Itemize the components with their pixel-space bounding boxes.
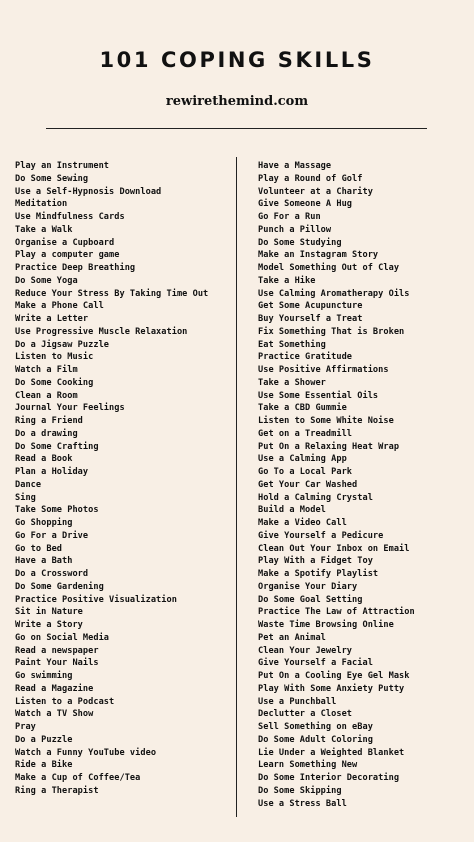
column-divider [236, 157, 237, 817]
skill-item: Practice The Law of Attraction [258, 607, 415, 618]
skill-item: Practice Positive Visualization [15, 594, 177, 605]
skill-item: Do Some Adult Coloring [258, 734, 373, 745]
skill-item: Take Some Photos [15, 505, 99, 516]
skill-item: Take a Walk [15, 224, 73, 235]
skill-item: Do Some Skipping [258, 785, 342, 796]
skill-item: Do Some Crafting [15, 441, 99, 452]
skill-item: Go to Bed [15, 543, 63, 554]
skill-item: Do Some Cooking [15, 377, 94, 388]
skill-item: Listen to Some White Noise [258, 416, 394, 426]
skill-item: Eat Something [258, 339, 326, 350]
skill-item: Use a Self-Hypnosis Download [15, 186, 162, 197]
skill-item: Listen to a Podcast [15, 696, 115, 707]
skill-item: Play With Some Anxiety Putty [258, 683, 405, 694]
skill-item: Read a newspaper [15, 645, 99, 656]
skill-item: Make a Phone Call [15, 301, 104, 312]
skill-item: Fix Something That is Broken [258, 326, 405, 337]
skill-item: Give Yourself a Pedicure [258, 530, 384, 541]
skill-item: Play a computer game [15, 250, 120, 261]
skill-item: Practice Deep Breathing [15, 263, 136, 273]
skill-item: Play With a Fidget Toy [258, 556, 373, 567]
skill-item: Do Some Gardening [15, 581, 104, 592]
skill-item: Do a drawing [15, 428, 78, 439]
skill-item: Clean a Room [15, 390, 78, 401]
skill-item: Play a Round of Golf [258, 173, 363, 184]
skill-item: Give Someone A Hug [258, 199, 353, 210]
skill-item: Make an Instagram Story [258, 250, 379, 261]
skill-item: Go on Social Media [15, 632, 110, 643]
skill-item: Do a Jigsaw Puzzle [15, 339, 110, 350]
skill-item: Go swimming [15, 671, 73, 681]
skill-item: Ride a Bike [15, 760, 73, 771]
skill-item: Do Some Goal Setting [258, 594, 363, 605]
skill-item: Do Some Interior Decorating [258, 773, 400, 783]
skill-item: Use a Calming App [258, 454, 347, 465]
skill-item: Use a Punchball [258, 696, 337, 707]
skill-item: Give Yourself a Facial [258, 658, 373, 669]
skill-item: Clean Your Jewelry [258, 645, 353, 656]
skill-item: Do a Crossword [15, 569, 89, 579]
skill-item: Get Your Car Washed [258, 479, 358, 490]
skill-item: Practice Gratitude [258, 352, 353, 363]
skill-item: Use Positive Affirmations [258, 365, 389, 375]
skill-item: Play an Instrument [15, 161, 110, 171]
skill-item: Go For a Drive [15, 530, 89, 541]
skill-item: Sit in Nature [15, 607, 83, 618]
skill-item: Do a Puzzle [15, 734, 73, 745]
skill-item: Punch a Pillow [258, 224, 332, 235]
skill-item: Use Some Essential Oils [258, 390, 379, 401]
skill-item: Use Mindfulness Cards [15, 212, 125, 222]
skill-item: Put On a Relaxing Heat Wrap [258, 441, 400, 452]
skill-item: Meditation [15, 199, 68, 210]
skill-item: Write a Letter [15, 314, 89, 324]
skill-item: Read a Book [15, 454, 73, 465]
skill-item: Go For a Run [258, 212, 321, 222]
skill-item: Use Progressive Muscle Relaxation [15, 326, 188, 337]
skill-item: Take a CBD Gummie [258, 403, 347, 414]
skill-item: Build a Model [258, 505, 326, 516]
skill-item: Reduce Your Stress By Taking Time Out [15, 288, 209, 299]
header-divider [46, 128, 427, 129]
skill-item: Declutter a Closet [258, 709, 353, 720]
skill-item: Dance [15, 479, 42, 490]
page-title: 101 COPING SKILLS [99, 48, 375, 72]
skill-item: Hold a Calming Crystal [258, 492, 373, 503]
skill-item: Make a Spotify Playlist [258, 569, 379, 579]
skill-item: Take a Hike [258, 275, 316, 286]
skill-item: Write a Story [15, 620, 83, 630]
skill-item: Do Some Studying [258, 237, 342, 248]
skill-item: Organise Your Diary [258, 581, 358, 592]
skill-item: Learn Something New [258, 760, 358, 771]
skill-item: Ring a Therapist [15, 785, 99, 796]
skill-item: Go To a Local Park [258, 467, 353, 477]
skill-item: Clean Out Your Inbox on Email [258, 543, 410, 554]
skill-item: Take a Shower [258, 377, 326, 388]
skill-item: Listen to Music [15, 352, 94, 363]
skill-item: Make a Video Call [258, 518, 347, 528]
skill-item: Journal Your Feelings [15, 403, 125, 414]
skill-item: Get Some Acupuncture [258, 301, 363, 312]
skill-item: Organise a Cupboard [15, 237, 115, 248]
skill-item: Put On a Cooling Eye Gel Mask [258, 671, 410, 681]
skill-item: Sing [15, 492, 36, 503]
skill-item: Have a Bath [15, 556, 73, 567]
skill-item: Buy Yourself a Treat [258, 314, 363, 324]
skill-item: Ring a Friend [15, 416, 83, 426]
skill-item: Sell Something on eBay [258, 722, 373, 732]
skill-item: Volunteer at a Charity [258, 186, 373, 197]
skill-item: Do Some Yoga [15, 275, 78, 286]
skill-item: Watch a Funny YouTube video [15, 747, 157, 758]
skill-item: Plan a Holiday [15, 467, 89, 477]
skill-item: Watch a Film [15, 365, 78, 375]
skill-item: Model Something Out of Clay [258, 263, 400, 273]
skill-item: Pet an Animal [258, 632, 326, 643]
website-label: rewirethemind.com [165, 94, 309, 109]
skill-item: Paint Your Nails [15, 658, 99, 669]
skill-item: Have a Massage [258, 161, 332, 171]
skill-item: Lie Under a Weighted Blanket [258, 747, 405, 758]
skill-item: Waste Time Browsing Online [258, 620, 394, 630]
skill-item: Use a Stress Ball [258, 798, 347, 809]
skill-item: Do Some Sewing [15, 173, 89, 184]
skill-item: Make a Cup of Coffee/Tea [15, 773, 141, 783]
skill-item: Get on a Treadmill [258, 428, 353, 439]
skill-item: Read a Magazine [15, 683, 94, 694]
skill-item: Pray [15, 722, 36, 732]
left-skills-list [15, 160, 229, 798]
skill-item: Go Shopping [15, 518, 73, 528]
skill-item: Use Calming Aromatherapy Oils [258, 288, 410, 299]
right-skills-list [258, 160, 470, 810]
skill-item: Watch a TV Show [15, 709, 94, 720]
